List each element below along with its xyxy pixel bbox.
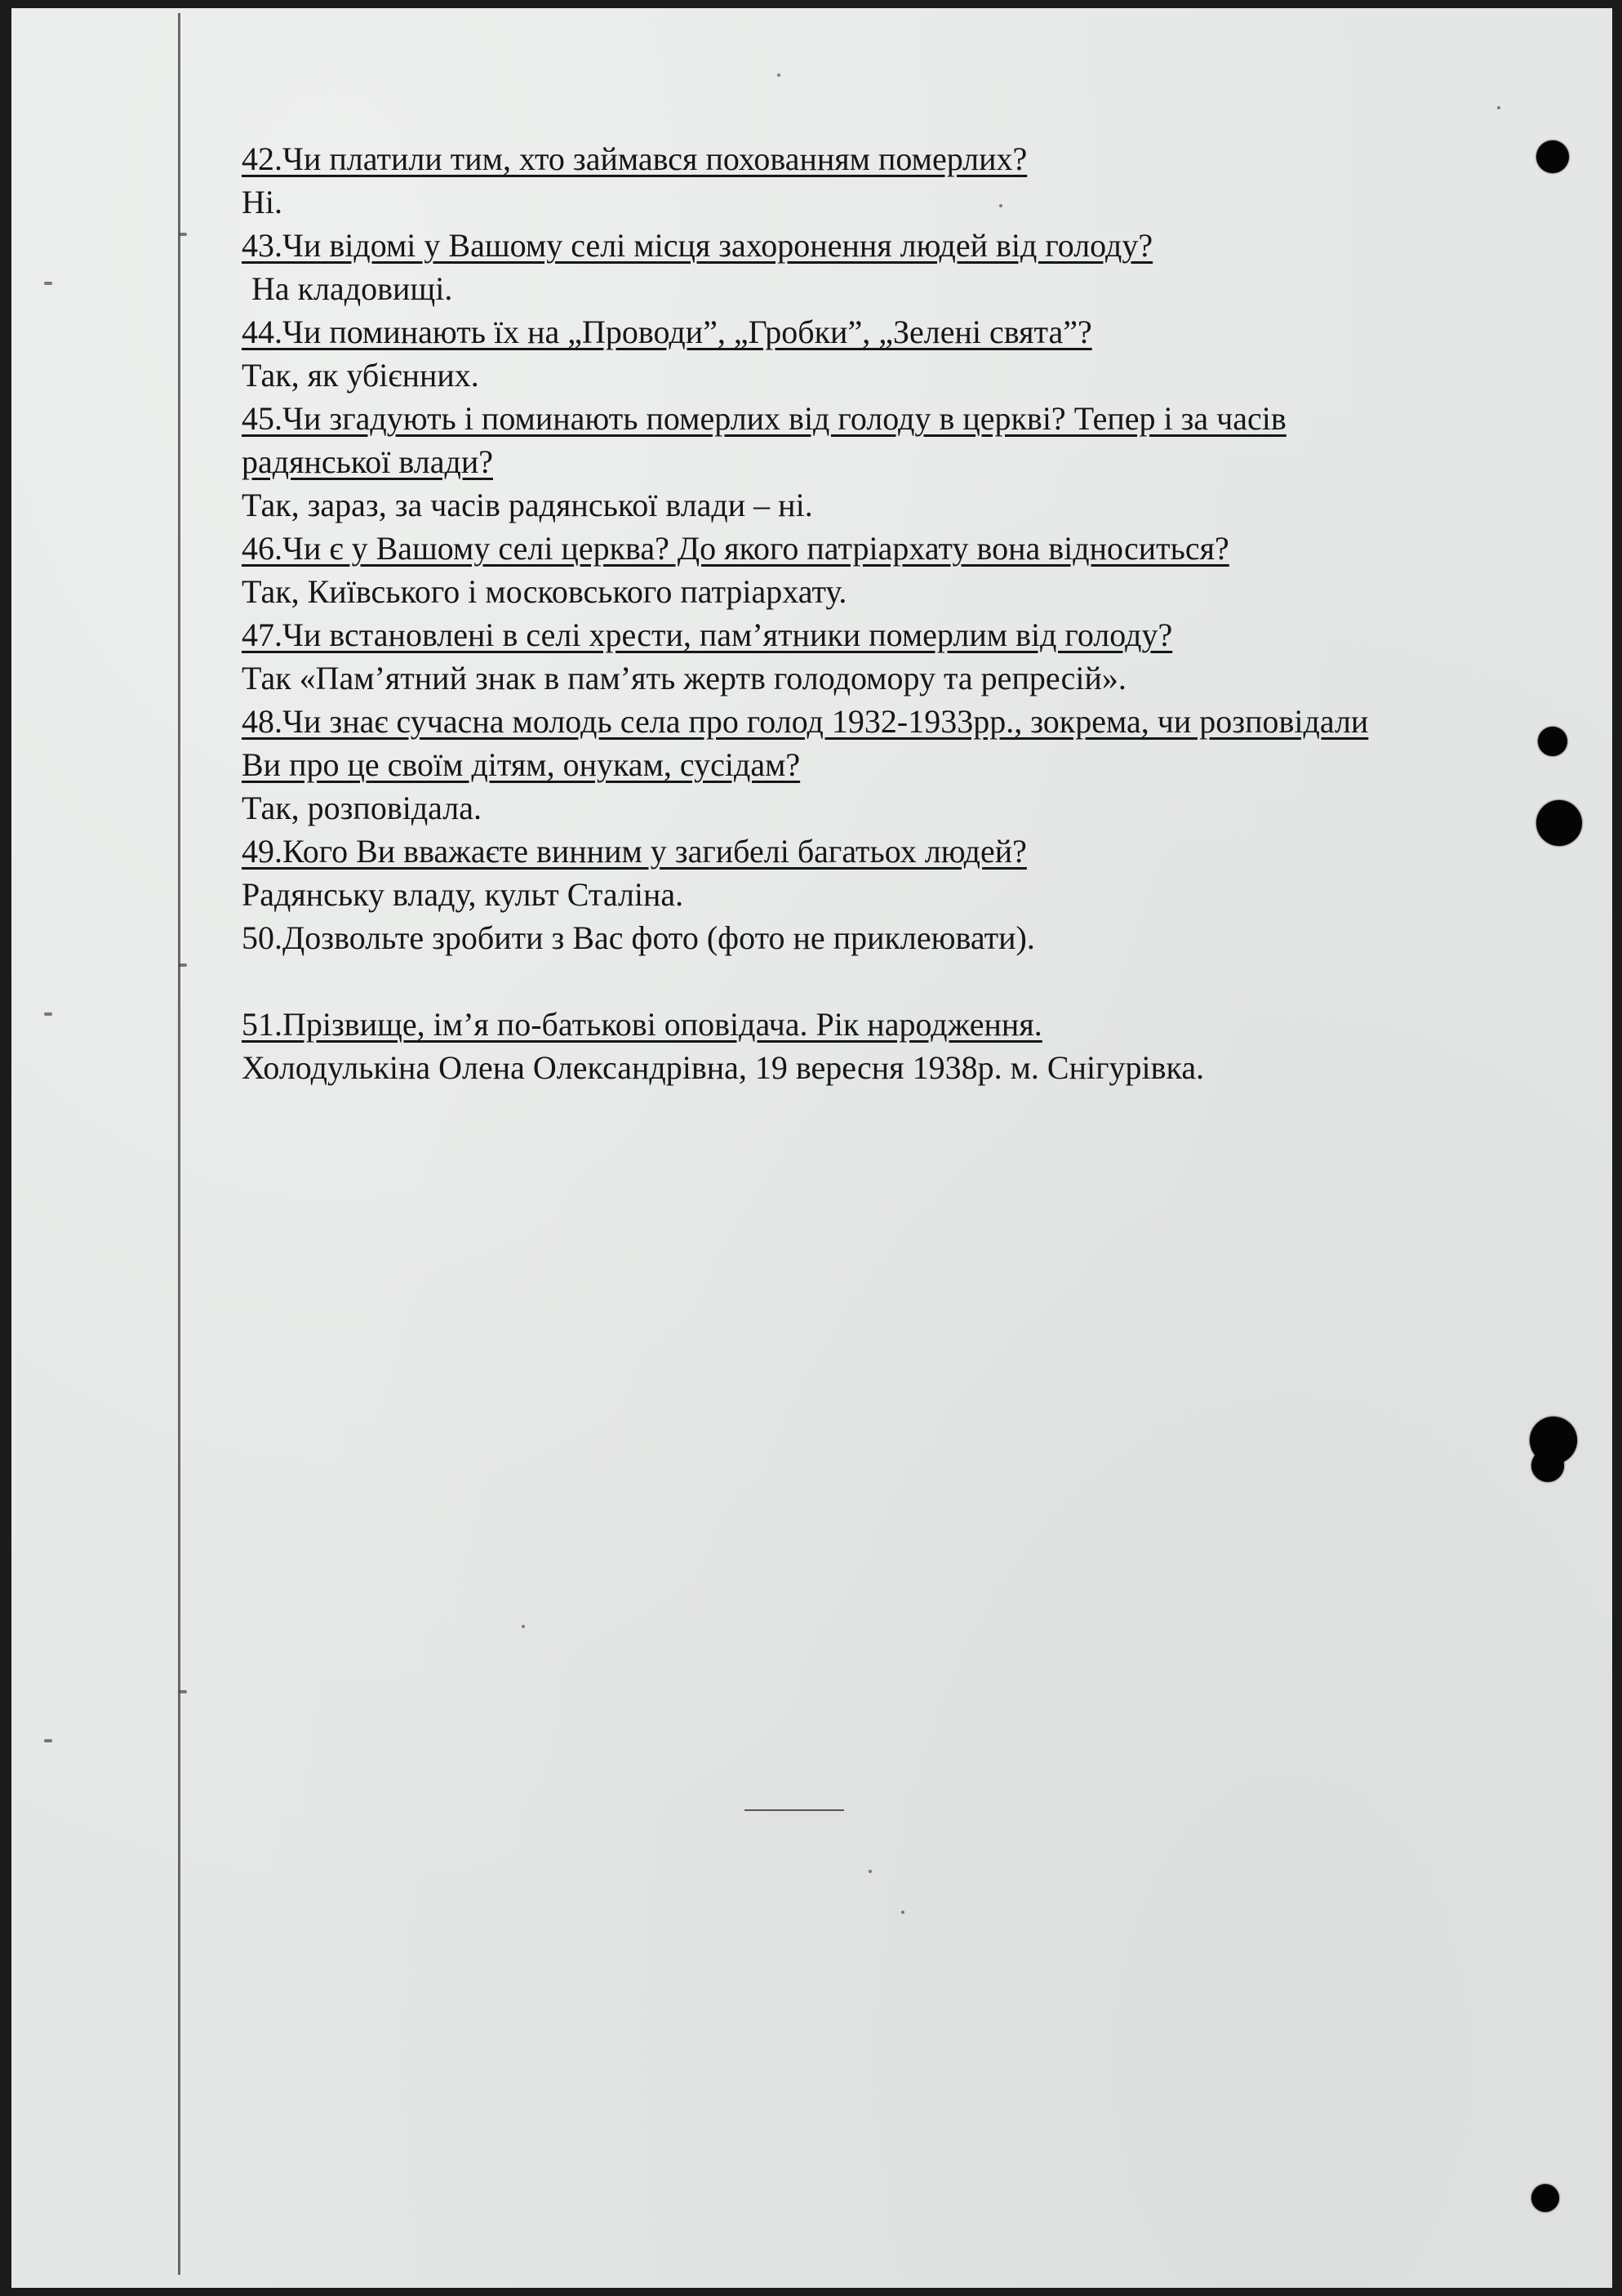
binder-mark	[179, 1690, 187, 1693]
answer-line: Так, як убієнних.	[242, 357, 479, 394]
binder-mark	[179, 963, 187, 967]
answer-line: Так, зараз, за часів радянської влади – ні.	[242, 487, 813, 523]
question-line: 49.Кого Ви вважаєте винним у загибелі багатьох людей?	[242, 833, 1027, 870]
answer-line: Ні.	[242, 184, 282, 220]
question-line: 43.Чи відомі у Вашому селі місця захоронення людей від голоду?	[242, 227, 1153, 264]
questionnaire-text	[242, 137, 1580, 1089]
question-line: 46.Чи є у Вашому селі церква? До якого патріархату вона відноситься?	[242, 530, 1229, 567]
speck	[869, 1870, 872, 1873]
answer-line: 50.Дозвольте зробити з Вас фото (фото не приклеювати).	[242, 919, 1035, 956]
blank-line	[242, 959, 1580, 1003]
speck	[901, 1911, 904, 1914]
binder-mark	[179, 233, 187, 236]
question-line: 48.Чи знає сучасна молодь села про голод 1932-1933рр., зокрема, чи розповідали	[242, 703, 1369, 740]
answer-line: Радянську владу, культ Сталіна.	[242, 876, 684, 913]
speck	[522, 1625, 525, 1628]
punch-hole	[1531, 2184, 1559, 2212]
answer-line: Так, Київського і московського патріархату.	[242, 573, 847, 610]
document-page	[11, 8, 1612, 2288]
binder-mark	[44, 282, 52, 285]
question-line: 44.Чи поминають їх на „Проводи”, „Гробки”, „Зелені свята”?	[242, 314, 1092, 350]
question-line: Ви про це своїм дітям, онукам, сусідам?	[242, 746, 801, 783]
punch-hole	[1531, 1449, 1564, 1482]
question-line: 42.Чи платили тим, хто займався похованням померлих?	[242, 140, 1028, 177]
question-line: радянської влади?	[242, 443, 494, 480]
answer-line: Так, розповідала.	[242, 790, 482, 826]
speck	[1497, 106, 1500, 109]
margin-line	[178, 13, 180, 2275]
answer-line: Холодулькіна Олена Олександрівна, 19 вересня 1938р. м. Снігурівка.	[242, 1049, 1205, 1086]
answer-line: Так «Пам’ятний знак в пам’ять жертв голодомору та репресій».	[242, 660, 1127, 696]
answer-line: На кладовищі.	[251, 270, 453, 307]
separator-line	[744, 1809, 844, 1811]
speck	[777, 73, 780, 77]
binder-mark	[44, 1739, 52, 1742]
question-line: 45.Чи згадують і поминають померлих від голоду в церкві? Тепер і за часів	[242, 400, 1286, 437]
question-line: 47.Чи встановлені в селі хрести, пам’ятники померлим від голоду?	[242, 616, 1173, 653]
binder-mark	[44, 1012, 52, 1016]
question-line: 51.Прізвище, ім’я по-батькові оповідача. Рік народження.	[242, 1006, 1042, 1043]
